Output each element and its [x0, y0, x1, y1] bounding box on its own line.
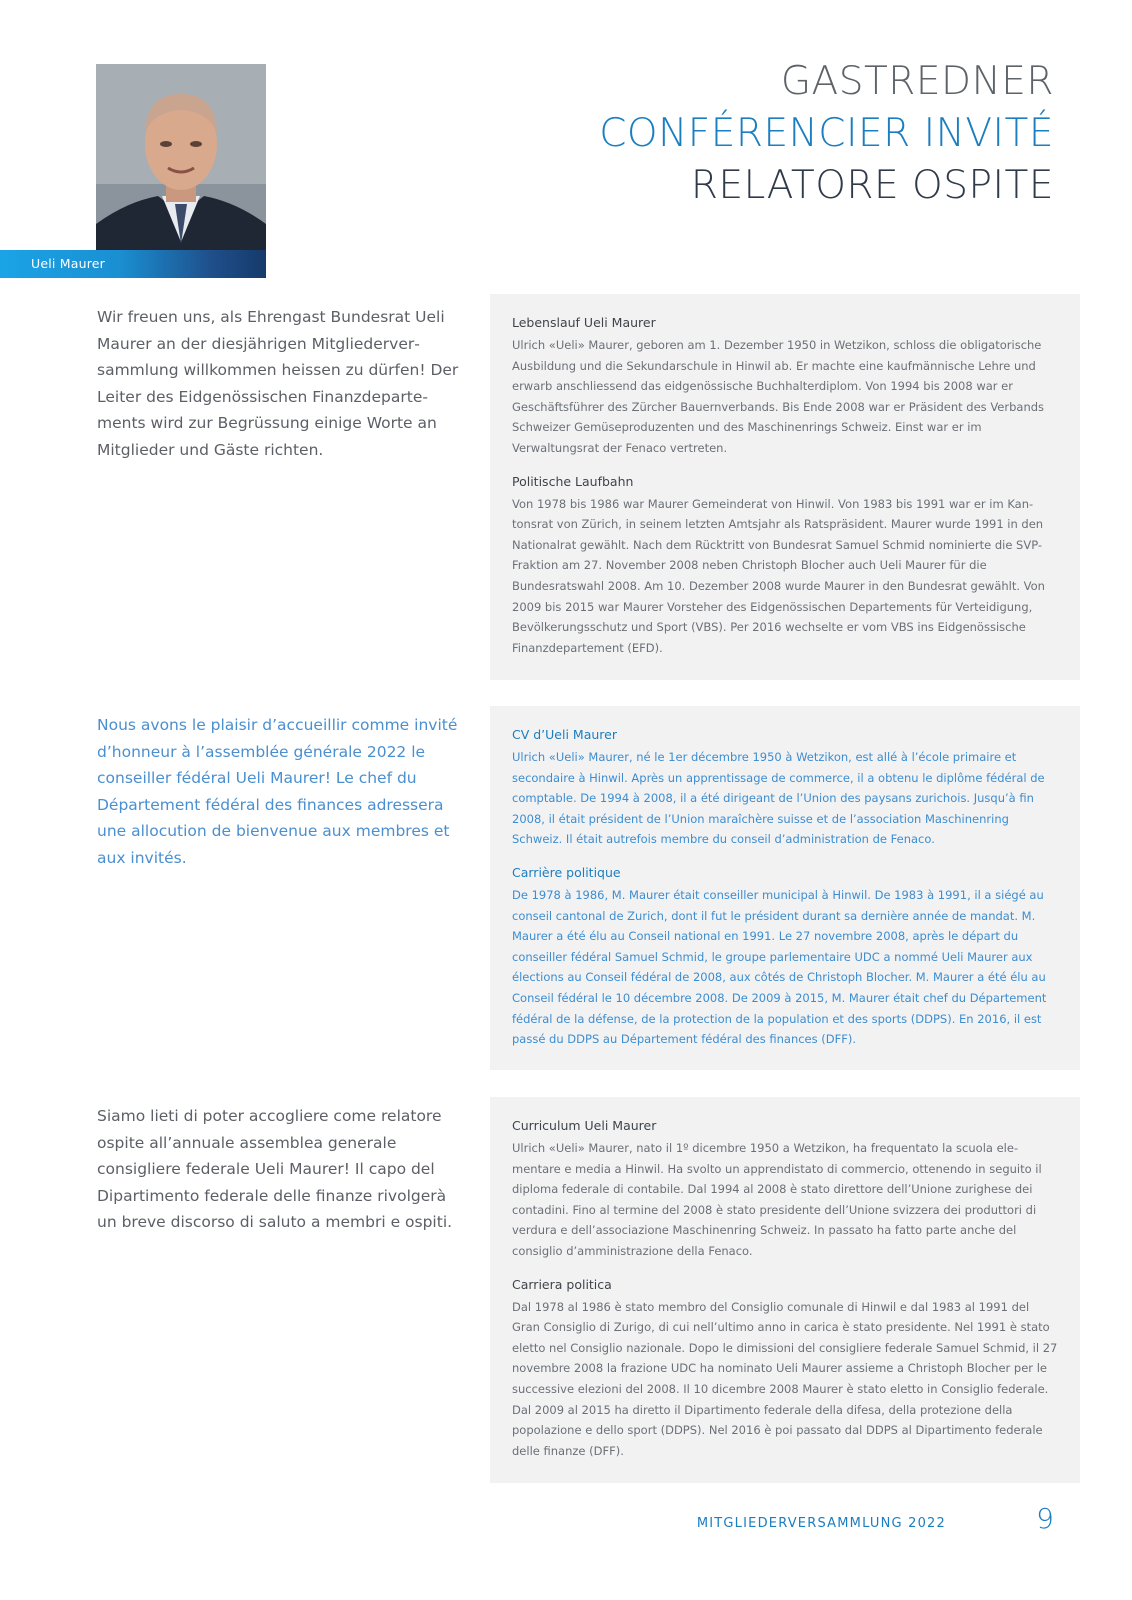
career-heading-it: Carriera politica [512, 1276, 612, 1292]
footer-label: MITGLIEDERVERSAMMLUNG 2022 [696, 1516, 946, 1531]
cv-text-it: Ulrich «Ueli» Maurer, nato il 1º dicembre 1950 a Wetzikon, ha frequentato la scuola elementare e media a Hinwil. Ha svolto un apprendistato di commercio, ottenendo in seguito il diploma federale di contabile. Dal 1994 al 2008 è stato direttore dell’Unione zurighese dei contadini. Fino al termine del 2008 è stato presidente dell’Unione svizzera dei produttori di verdura e dell’associazione Maschinenring Schweiz. In passato ha fatto parte anche del consiglio d’amministrazione della Fenaco. [512, 1141, 1042, 1258]
cv-heading-de: Lebenslauf Ueli Maurer [512, 315, 656, 330]
intro-it: Siamo lieti di poter accogliere come relatore ospite all’annuale assemblea generale consigliere federale Ueli Maurer! Il capo del Dipartimento federale delle finanze rivolgerà un breve discorso di saluto a membri e ospiti. [97, 1107, 453, 1231]
page-title [599, 56, 1054, 212]
bio-box-it [490, 1097, 1080, 1483]
career-text-fr: De 1978 à 1986, M. Maurer était conseiller municipal à Hinwil. De 1983 à 1991, il a siégé au conseil cantonal de Zurich, dont il fut le président durant sa dernière année de mandat. M. Maurer a été élu au Conseil national en 1991. Le 27 novembre 2008, après le départ du conseiller fédéral Samuel Schmid, le groupe parlementaire UDC a nommé Ueli Maurer aux élections au Conseil fédéral de 2008, aux côtés de Christoph Blocher. M. Maurer a été élu au Conseil fédéral le 10 décembre 2008. De 2009 à 2015, M. Maurer était chef du Département fédéral de la défense, de la protection de la population et des sports (DDPS). En 2016, il est passé du DDPS au Département fédéral des finances (DFF). [512, 887, 1047, 1047]
title-it: RELATORE OSPITE [690, 163, 1054, 208]
cv-text-fr: Ulrich «Ueli» Maurer, né le 1er décembre 1950 à Wetzikon, est allé à l’école primaire et secondaire à Hinwil. Après un apprentissage de commerce, il a obtenu le diplôme fédéral de comptable. De 1994 à 2008, il a été dirigeant de l’Union des paysans zurichois. Jusqu’à fin 2008, il était président de l’Union maraîchère suisse et de l’association Maschinenring Schweiz. Il était autrefois membre du conseil d’administration de Fenaco. [512, 750, 1045, 847]
speaker-name: Ueli Maurer [31, 256, 106, 271]
speaker-portrait [96, 64, 266, 250]
speaker-name-bar [0, 250, 266, 278]
cv-text-de: Ulrich «Ueli» Maurer, geboren am 1. Dezember 1950 in Wetzikon, schloss die obligatorische Ausbildung und die Sekundarschule in Hinwil ab. Er machte eine kaufmännische Lehre und erwarb anschliessend das eidgenössische Buchhalterdiplom. Von 1994 bis 2008 war er Geschäftsführer des Zürcher Bauernverbands. Bis Ende 2008 war er Präsident des Verbands Schweizer Gemüseproduzenten und des Maschinenrings Schweiz. Einst war er im Verwaltungsrat der Fenaco vertreten. [512, 338, 1045, 455]
cv-heading-it: Curriculum Ueli Maurer [512, 1118, 657, 1133]
title-de: GASTREDNER [780, 59, 1054, 104]
intro-de: Wir freuen uns, als Ehrengast Bundesrat Ueli Maurer an der diesjährigen Mitgliederversammlung willkommen heissen zu dürfen! Der Leiter des Eidgenössischen Finanzdepartements wird zur Begrüssung einige Worte an Mitglieder und Gäste richten. [97, 308, 459, 459]
career-heading-de: Politische Laufbahn [512, 473, 634, 489]
bio-box-fr [490, 706, 1080, 1070]
cv-heading-fr: CV d’Ueli Maurer [512, 727, 617, 742]
intro-fr: Nous avons le plaisir d’accueillir comme invité d’honneur à l’assemblée générale 2022 le conseiller fédéral Ueli Maurer! Le chef du Département fédéral des finances adressera une allocution de bienvenue aux membres et aux invités. [97, 716, 458, 867]
portrait-photo-icon [96, 64, 266, 250]
title-fr: CONFÉRENCIER INVITÉ [599, 111, 1054, 156]
career-text-it: Dal 1978 al 1986 è stato membro del Consiglio comunale di Hinwil e dal 1983 al 1991 del Gran Consiglio di Zurigo, di cui nell’ultimo anno in carica è stato presidente. Nel 1991 è stato eletto nel Consiglio nazionale. Dopo le dimissioni del consigliere federale Samuel Schmid, il 27 novembre 2008 la frazione UDC ha nominato Ueli Maurer assieme a Christoph Blocher per le successive elezioni del 2008. Il 10 dicembre 2008 Maurer è stato eletto in Consiglio federale. Dal 2009 al 2015 ha diretto il Dipartimento federale della difesa, della protezione della popolazione e dello sport (DDPS). Nel 2016 è poi passato dal DDPS al Dipartimento federale delle finanze (DFF). [512, 1299, 1058, 1458]
page-number: 9 [1036, 1502, 1054, 1535]
bio-box-de [490, 294, 1080, 680]
career-heading-fr: Carrière politique [512, 864, 621, 880]
career-text-de: Von 1978 bis 1986 war Maurer Gemeinderat von Hinwil. Von 1983 bis 1991 war er im Kantonsrat von Zürich, in seinem letzten Amtsjahr als Ratspräsident. Maurer wurde 1991 in den Nationalrat gewählt. Nach dem Rücktritt von Bundesrat Samuel Schmid nominierte die SVP-Fraktion am 27. November 2008 neben Christoph Blocher auch Ueli Maurer für die Bundesratswahl 2008. Am 10. Dezember 2008 wurde Maurer in den Bundesrat gewählt. Von 2009 bis 2015 war Maurer Vorsteher des Eidgenössischen Departements für Verteidigung, Bevölkerungsschutz und Sport (VBS). Per 2016 wechselte er vom VBS ins Eidgenössische Finanzdepartement (EFD). [512, 496, 1045, 655]
